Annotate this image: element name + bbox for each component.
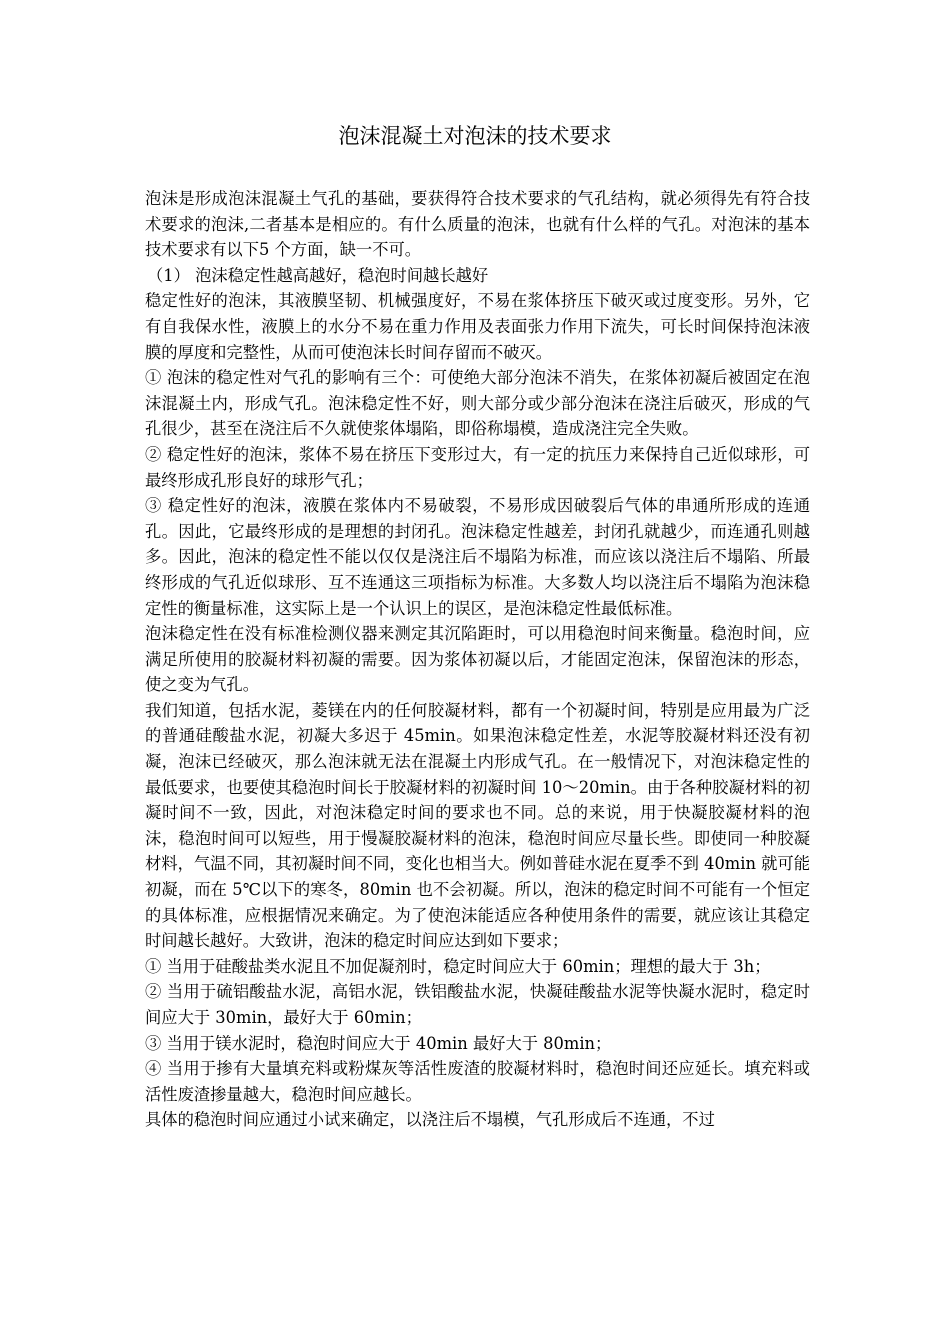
paragraph-req-3: ③ 当用于镁水泥时，稳泡时间应大于 40min 最好大于 80min； — [145, 1033, 612, 1053]
paragraph-measurement: 泡沫稳定性在没有标准检测仪器来测定其沉陷距时，可以用稳泡时间来衡量。稳泡时间，应满足所使用的胶凝材料初凝的需要。因为浆体初凝以后，才能固定泡沫，保留泡沫的形态，使之变为气孔。 — [145, 624, 810, 695]
paragraph-setting-time: 我们知道，包括水泥，菱镁在内的任何胶凝材料，都有一个初凝时间，特别是应用最为广泛的普通硅酸盐水泥，初凝大多迟于 45min。如果泡沫稳定性差，水泥等胶凝材料还没有初凝，泡沫已经破灭，那么泡沫就无法在混凝土内形成气孔。在一般情况下，对泡沫稳定性的最低要求，也要使其稳泡时间长于胶凝材料的初凝时间 10～20min。由于各种胶凝材料的初凝时间不一致，因此，对泡沫稳定时间的要求也不同。总的来说，用于快凝胶凝材料的泡沫，稳泡时间可以短些，用于慢凝胶凝材料的泡沫，稳泡时间应尽量长些。即使同一种胶凝材料，气温不同，其初凝时间不同，变化也相当大。例如普硅水泥在夏季不到 40min 就可能初凝，而在 5℃以下的寒冬，80min 也不会初凝。所以，泡沫的稳定时间不可能有一个恒定的具体标准，应根据情况来确定。为了使泡沫能适应各种使用条件的需要，就应该让其稳定时间越长越好。大致讲，泡沫的稳定时间应达到如下要求； — [145, 700, 810, 951]
paragraph-req-2: ② 当用于硫铝酸盐水泥，高铝水泥，铁铝酸盐水泥，快凝硅酸盐水泥等快凝水泥时，稳定时间应大于 30min，最好大于 60min； — [145, 982, 810, 1027]
paragraph-final: 具体的稳泡时间应通过小试来确定，以浇注后不塌模，气孔形成后不连通，不过 — [145, 1110, 715, 1130]
paragraph-stability: 稳定性好的泡沫，其液膜坚韧、机械强度好，不易在浆体挤压下破灭或过度变形。另外，它有自我保水性，液膜上的水分不易在重力作用及表面张力作用下流失，可长时间保持泡沫液膜的厚度和完整性，从而可使泡沫长时间存留而不破灭。 — [145, 291, 810, 362]
paragraph-req-4: ④ 当用于掺有大量填充料或粉煤灰等活性废渣的胶凝材料时，稳泡时间还应延长。填充料或活性废渣掺量越大，稳泡时间应越长。 — [145, 1059, 810, 1104]
paragraph-intro: 泡沫是形成泡沫混凝土气孔的基础，要获得符合技术要求的气孔结构，就必须得先有符合技术要求的泡沫,二者基本是相应的。有什么质量的泡沫，也就有什么样的气孔。对泡沫的基本技术要求有以下5 个方面，缺一不可。 — [145, 189, 810, 260]
paragraph-point-2: ② 稳定性好的泡沫，浆体不易在挤压下变形过大，有一定的抗压力来保持自己近似球形，可最终形成孔形良好的球形气孔； — [145, 444, 810, 490]
section-heading-1: （1） 泡沫稳定性越高越好，稳泡时间越长越好 — [147, 265, 489, 285]
document-title: 泡沫混凝土对泡沫的技术要求 — [338, 124, 612, 148]
paragraph-point-1: ① 泡沫的稳定性对气孔的影响有三个：可使绝大部分泡沫不消失，在浆体初凝后被固定在泡沫混凝土内，形成气孔。泡沫稳定性不好，则大部分或少部分泡沫在浇注后破灭，形成的气孔很少，甚至在浇注后不久就使浆体塌陷，即俗称塌模，造成浇注完全失败。 — [145, 368, 810, 439]
document-body — [145, 186, 810, 1133]
paragraph-req-1: ① 当用于硅酸盐类水泥且不加促凝剂时，稳定时间应大于 60min；理想的最大于 3h； — [145, 956, 771, 976]
paragraph-point-3: ③ 稳定性好的泡沫，液膜在浆体内不易破裂，不易形成因破裂后气体的串通所形成的连通孔。因此，它最终形成的是理想的封闭孔。泡沫稳定性越差，封闭孔就越少，而连通孔则越多。因此，泡沫的稳定性不能以仅仅是浇注后不塌陷为标准，而应该以浇注后不塌陷、所最终形成的气孔近似球形、互不连通这三项指标为标准。大多数人均以浇注后不塌陷为泡沫稳定性的衡量标准，这实际上是一个认识上的误区，是泡沫稳定性最低标准。 — [145, 496, 810, 618]
